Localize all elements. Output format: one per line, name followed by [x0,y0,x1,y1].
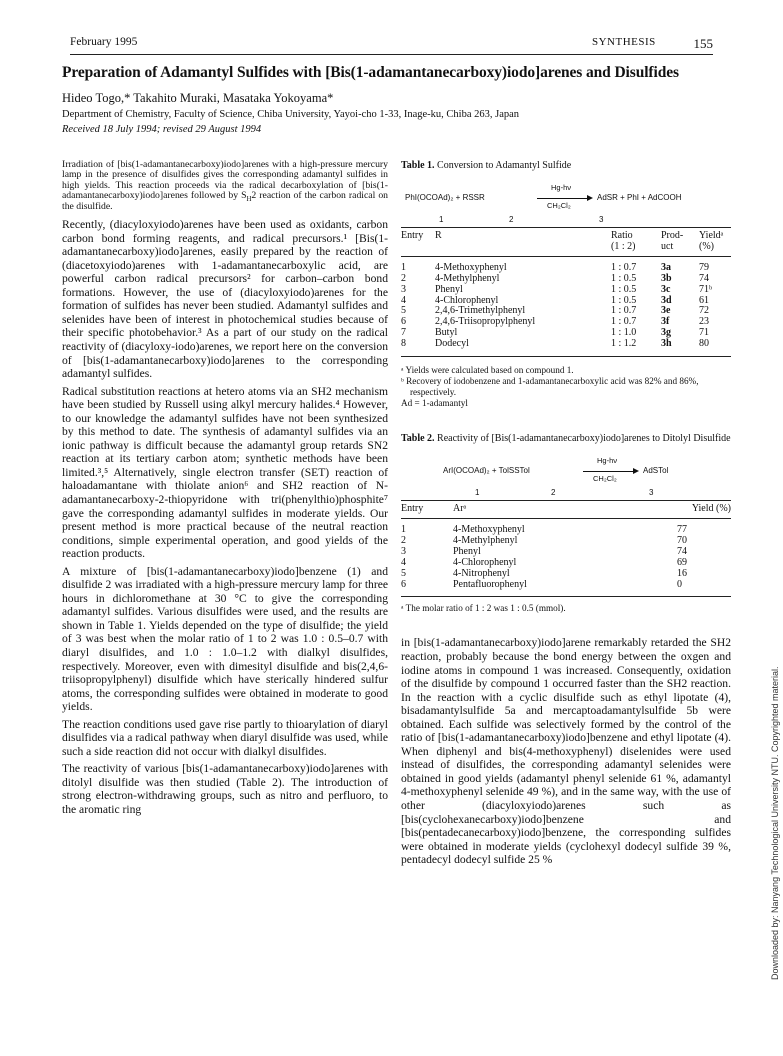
table1-ad-note: Ad = 1-adamantyl [401,398,468,409]
authors: Hideo Togo,* Takahito Muraki, Masataka Yokoyama* [62,91,334,105]
left-column [62,160,388,821]
table1-header-entry: Entry [401,230,424,241]
table1-header-product: Prod- uct [661,230,684,252]
issue-date: February 1995 [70,36,138,48]
paragraph-right-continued: in [bis(1-adamantanecarboxy)iodo]arene remarkably retarded the SH2 reaction, probably because the bond energy between the oxgen and iodine atoms in compound 1 was increased. Consequently, oxidation of the disulfide by compound 1 occurred faster than the SH2 reaction. In the reaction with a cyclic disulfide such as ethyl lipotate (4), bisadamantylsulfide 5a and mercaptoadamantylsulfide 5b were obtained. Each sulfide was selectively formed by the control of the ratio of [bis(1-adamantanecarboxy)iodo]benzene and ethyl lipotate (4). When diphenyl and bis(4-methoxyphenyl) diselenides were used instead of disulfides, the corresponding adamantyl selenides were obtained in good yields (adamantyl phenyl selenide 61 %, adamantyl 4-methoxyphenyl selenide 49 %), and in the same way, with the use of other (diacyloxyiodo)arenes such as [bis(cyclohexanecarboxy)iodo]benzene and [bis(pentadecanecarboxy)iodo]benzene, the corresponding sulfides were obtained in moderate yields (cyclohexyl dodecyl sulfide 39 %, pentadecyl dodecyl sulfide 25 % [401,636,731,867]
table1-scheme-below: CH₂Cl₂ [547,201,571,210]
table2-footnote: ᵃ The molar ratio of 1 : 2 was 1 : 0.5 (mmol). [401,603,566,614]
table-row: 5 2,4,6-Trimethylphenyl 1 : 0.7 3e 72 [401,305,709,317]
table1-arrow [537,198,589,199]
affiliation: Department of Chemistry, Faculty of Science, Chiba University, Yayoi-cho 1-33, Inage-ku, Chiba 263, Japan [62,109,520,120]
table1-header-ratio: Ratio (1 : 2) [611,230,636,252]
table-row: 5 4-Nitrophenyl 16 [401,567,687,579]
table-row: 2 4-Methylphenyl 70 [401,534,687,546]
paragraph-intro: Recently, (diacyloxyiodo)arenes have been used as oxidants, carbon carbon bond forming reagents, and radical precursors.¹ [Bis(1-adamantanecarboxy)iodo]arenes, easily prepared by the reaction of (diacetoxyiodo)arenes with 1-adamantanecarboxylic acid, are powerful carbon radical precursors² for carbon–carbon bond formations. However, the use of (diacyloxyiodo)arenes for the formation of sulfides has never been studied. Adamantyl sulfides and selenides have been of interest in photochemical studies because of their specific photobehavior.³ As a part of our study on the radical reactivity of (diacyloxy-iodo)arenes, we report here on the conversion of [bis(1-adamantanecarboxy)iodo]arenes to the corresponding adamantyl sulfides. [62,218,388,381]
table2-arrowhead [633,468,639,474]
table-row: 2 4-Methylphenyl 1 : 0.5 3b 74 [401,272,709,284]
page-number: 155 [693,36,713,51]
paragraph-reactivity: The reactivity of various [bis(1-adamantanecarboxy)iodo]arenes with ditolyl disulfide was then studied (Table 2). The introduction of strong electron-withdrawing groups, such as nitro and perfluoro, to the aromatic ring [62,762,388,816]
table1-num1: 1 [439,215,444,224]
table2-scheme-reactants: ArI(OCOAd)₂ + TolSSTol [443,466,530,476]
table2-num3: 3 [649,488,654,498]
table1-footnote-a: ᵃ Yields were calculated based on compound 1. [401,365,574,376]
journal-name: SYNTHESIS [592,36,656,48]
table-row: 3 Phenyl 74 [401,545,687,557]
table2-header-row [401,501,731,515]
running-header [70,36,713,52]
abstract: Irradiation of [bis(1-adamantanecarboxy)iodo]arenes with a high-pressure mercury lamp in the presence of disulfides gives the corresponding adamantyl sulfides in high yields. This reaction proceeds via the radical decarboxylation of [bis(1-adamantanecarboxy)iodo]arenes followed by $S_H2$ reaction of the carbon radical on the disulfide. [62,159,389,212]
table1-arrowhead [587,195,593,201]
table1 [401,228,731,350]
paragraph-sh2: Radical substitution reactions at hetero atoms via an SH2 mechanism have been studied by Russell using alkyl mercury halides.⁴ However, to our knowledge the adamantyl sulfides have not been synthesized by this method to date. The synthesis of adamantyl sulfides via an ionic pathway is difficult because the adamantyl group retards SN2 reaction at its tertiary carbon atom; synthetic methods have been limited.³,⁵ Alternatively, single electron transfer (SET) reaction of haloadamantane with thiolate anion⁶ and SH2 reaction of N-adamantanecarboxy-2-thiopyridone with tri(phenylthio)phosphite⁷ gave the corresponding adamantyl sulfides in moderate yields. Our present method is more practical because of the neutral reaction conditions, simple experimental operation, and good yields of the reaction products. [62,384,388,561]
download-watermark: Downloaded by: Nanyang Technological University NTU. Copyrighted material. [770,666,780,980]
table1-header-row [401,228,731,253]
paragraph-mixture: A mixture of [bis(1-adamantanecarboxy)iodo]benzene (1) and disulfide 2 was irradiated with a high-pressure mercury lamp for three hours in dichloromethane at 30 °C to give the corresponding adamantyl sulfides. Various disulfides were used, and the results are shown in Table 1. Yields depended on the type of disulfide; the yield of 3 was best when the molar ratio of 1 to 2 was 1.0 : 0.5–0.7 with diaryl disulfides, and 1.0 : 1.0–1.2 with dialkyl disulfides, respectively. Moreover, even with dimesityl disulfide and bis(2,4,6-triisopropylphenyl) disulfide which have sterically hindered sulfur atoms, the corresponding sulfides were obtained in moderate to good yields. [62,564,388,714]
article-title: Preparation of Adamantyl Sulfides with [Bis(1-adamantanecarboxy)iodo]arenes and Disulfides [62,64,679,81]
table1-scheme-products: AdSR + PhI + AdCOOH [597,193,682,202]
header-rule [70,54,713,55]
table-row: 4 4-Chlorophenyl 69 [401,556,687,568]
paragraph-conditions: The reaction conditions used gave rise partly to thioarylation of diaryl disulfides via a radical pathway when diaryl disulfide was used, while such a side reaction did not occur with dialkyl disulfides. [62,717,388,758]
table1-scheme-above: Hg-hν [551,183,572,192]
table1-num3: 3 [599,215,604,224]
table2-arrow [583,471,635,472]
table2-scheme-products: AdSTol [643,466,669,476]
table-row: 6 Pentafluorophenyl 0 [401,578,682,590]
table2-num1: 1 [475,488,480,498]
table-row: 6 2,4,6-Triisopropylphenyl 1 : 0.7 3f 23 [401,316,709,328]
received-dates: Received 18 July 1994; revised 29 August 1994 [62,124,262,135]
table1-scheme-reactants: PhI(OCOAd)₂ + RSSR [405,193,485,202]
table2-num2: 2 [551,488,556,498]
table1-scheme [401,171,731,227]
table2-caption: Table 2. Reactivity of [Bis(1-adamantanecarboxy)iodo]arenes to Ditolyl Disulfide [401,433,731,445]
right-column [401,160,731,867]
table-row: 8 Dodecyl 1 : 1.2 3h 80 [401,338,709,350]
table2-header-ar: Arᵃ [453,503,467,515]
table-row: 1 4-Methoxyphenyl 1 : 0.7 3a 79 [401,261,709,273]
table-row: 4 4-Chlorophenyl 1 : 0.5 3d 61 [401,294,709,306]
table2-scheme-below: CH₂Cl₂ [593,474,617,484]
table2-header-entry: Entry [401,503,424,515]
table1-header-yield: Yieldᵃ (%) [699,230,724,252]
table1-footnote-b: ᵇ Recovery of iodobenzene and 1-adamantanecarboxylic acid was 82% and 86%, respectively. [401,376,699,398]
table2-header-yield: Yield (%) [691,503,731,515]
table1-num2: 2 [509,215,514,224]
table2-scheme [401,444,731,500]
table1-header-r: R [435,230,442,241]
table-row: 7 Butyl 1 : 1.0 3g 71 [401,327,709,339]
table2 [401,501,731,590]
table1-caption: Table 1. Conversion to Adamantyl Sulfide [401,160,572,171]
table-row: 1 4-Methoxyphenyl 77 [401,523,687,535]
table2-scheme-above: Hg-hν [597,456,618,466]
table-row: 3 Phenyl 1 : 0.5 3c 71ᵇ [401,283,713,295]
